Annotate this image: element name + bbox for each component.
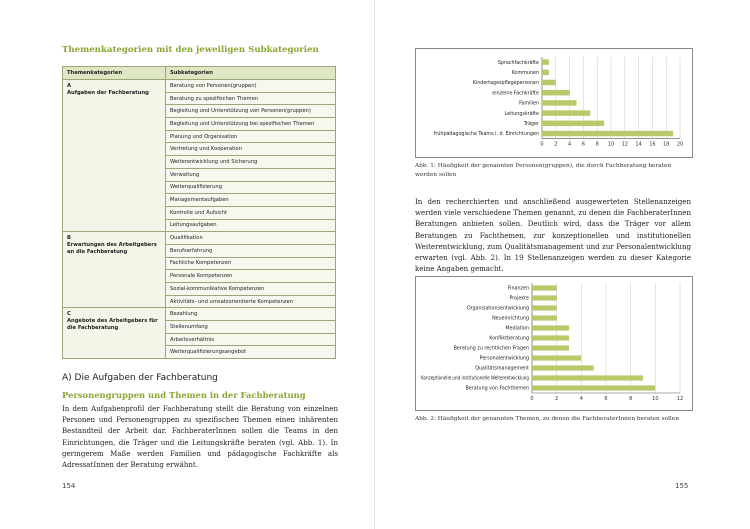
table-group-title: Aufgaben der Fachberatung [67,90,149,96]
table-subcategory-cell: Sozial-kommunikative Kompetenzen [166,283,336,296]
table-subcategory-cell: Begleitung und Unterstützung von Personen(gruppen) [166,105,336,118]
table-subcategory-cell: Stellenumfang [166,321,336,334]
chart-category-label: Neueinrichtung [492,316,529,322]
chart-category-label: frühpädagogische Teams i. d. Einrichtungen [433,132,539,138]
table-subcategory-cell: Weiterqualifizierung [166,181,336,194]
body-text-right: In den recherchierten und anschließend ausgewerteten Stellenanzeigen werden viele verschiedene Themen genannt, zu denen die FachberaterInnen Beratungen anbieten sollen. Deutlich wird, dass die Träger vor allem Beratungen zu Fachthemen, zur konzeptionellen und institutionellen Weiterentwicklung, zum Qualitätsmanagement und zur Personalentwicklung erwarten (vgl. Abb. 2). In 19 Stellenanzeigen werden zu dieser Kategorie keine Angaben gemacht. [415,197,691,274]
chart-category-label: Personalentwicklung [479,356,529,362]
chart-tick-label: 18 [663,141,670,148]
chart-tick-label: 20 [676,141,684,148]
chart-bar [532,315,557,320]
chart-bar [542,131,673,137]
subsection-heading: Personengruppen und Themen in der Fachberatung [62,390,306,400]
section-heading: A) Die Aufgaben der Fachberatung [62,373,218,383]
chart-bar [542,110,590,116]
chart-category-label: Beratung zu rechtlichen Fragen [453,346,529,352]
chart-bar [532,285,557,290]
chart-tick-label: 14 [635,141,642,148]
table-row [63,80,336,93]
chart-tick-label: 12 [676,396,684,402]
chart-persons [415,48,693,158]
chart-bar [532,365,594,370]
table-subcategory-cell: Weiterentwicklung und Sicherung [166,156,336,169]
chart-bar [542,80,556,86]
chart-category-label: Träger [523,122,539,127]
chart-tick-label: 10 [607,141,615,148]
chart-category-label: Konfliktberatung [489,336,529,342]
chart-tick-label: 0 [530,396,534,402]
chart-bar [532,325,569,330]
table-subcategory-cell: Qualifikation [166,232,336,245]
chart-bar [532,345,569,350]
table-row [63,308,336,321]
table-subcategory-cell: Verwaltung [166,168,336,181]
chart-tick-label: 6 [581,141,585,148]
chart-bar [542,70,549,76]
table-group-cell [63,232,166,308]
table-subcategory-cell: Fachliche Kompetenzen [166,257,336,270]
figure-caption-1: Abb. 1: Häufigkeit der genannten Personen(gruppen), die durch Fachberatung beraten werden sollen [415,163,672,178]
chart-category-label: Beratung von Fachthemen [465,386,529,392]
page-number-left: 154 [62,482,76,490]
chart-topics-svg [416,277,692,410]
category-table-body [63,80,336,359]
chart-topics [415,276,693,411]
chart-tick-label: 2 [554,141,558,148]
table-header-category: Themenkategorien [63,67,166,80]
table-subcategory-cell: Berufserfahrung [166,244,336,257]
body-text-left: In dem Aufgabenprofil der Fachberatung stellt die Beratung von einzelnen Personen und Personengruppen zu spezifischen Themen einen inhärenten Bestandteil der Arbeit dar. FachberaterInnen sollen die Teams in den Einrichtungen, die Träger und die Leitungskräfte beraten (vgl. Abb. 1). In geringerem Maße werden Familien und pädagogische Fachkräfte als AdressatInnen der Beratung erwähnt. [62,404,338,470]
table-subcategory-cell: Kontrolle und Aufsicht [166,206,336,219]
table-subcategory-cell: Bezahlung [166,308,336,321]
chart-tick-label: 10 [652,396,659,402]
page-number-right: 155 [675,482,689,490]
table-subcategory-cell: Vertretung und Kooperation [166,143,336,156]
chart-persons-svg [416,49,692,157]
table-header-row [63,67,336,80]
chart-bar [532,355,581,360]
table-subcategory-cell: Personale Kompetenzen [166,270,336,283]
table-subcategory-cell: Beratung von Personen(gruppen) [166,80,336,93]
chart-tick-label: 0 [540,141,544,148]
chart-category-label: Projekte [509,296,529,302]
table-group-cell [63,308,166,359]
table-subcategory-cell: Planung und Organisation [166,130,336,143]
category-table [62,66,336,359]
right-page [375,0,750,529]
chart-bar [542,121,604,127]
chart-tick-label: 4 [579,396,583,402]
table-header-subcategory: Subkategorien [166,67,336,80]
table-subcategory-cell: Managementaufgaben [166,194,336,207]
chart-category-label: Familien [519,101,539,107]
chart-tick-label: 16 [649,141,656,148]
chart-bar [532,335,569,340]
chart-category-label: einzelne Fachkräfte [492,91,539,97]
table-group-cell [63,80,166,232]
chart-tick-label: 8 [595,141,599,148]
figure-caption-2: Abb. 2: Häufigkeit der genannten Themen, zu denen die FachberaterInnen beraten sollen [415,416,679,422]
chart-tick-label: 4 [568,141,572,148]
table-group-letter: C [67,311,71,318]
chart-category-label: Kindertagespflegepersonen [472,81,539,87]
table-subcategory-cell: Begleitung und Unterstützung bei spezifischen Themen [166,118,336,131]
chart-tick-label: 2 [555,396,559,402]
chart-bar [532,385,655,390]
chart-category-label: Konzeptionelle und institutionelle Weiterentwicklung [421,376,548,382]
chart-tick-label: 12 [621,141,628,148]
chart-bar [532,295,557,300]
table-group-title: Erwartungen des Arbeitgebers an die Fachberatung [67,242,157,256]
chart-bar [542,100,577,106]
chart-category-label: Finanzen [507,286,529,292]
table-group-title: Angebote des Arbeitgebers für die Fachberatung [67,318,158,332]
table-group-letter: B [67,235,71,242]
chart-category-label: Organisationsentwicklung [466,306,529,312]
chart-bar [532,375,643,380]
table-group-letter: A [67,83,72,89]
table-subcategory-cell: Arbeitsverhältnis [166,333,336,346]
chart-bar [542,59,549,65]
table-subcategory-cell: Leitungsaufgaben [166,219,336,232]
chart-category-label: Mediation [505,326,529,332]
chart-category-label: Sprachfachkräfte [497,60,539,66]
chart-tick-label: 6 [604,396,608,402]
table-row [63,232,336,245]
chart-tick-label: 8 [629,396,633,402]
table-subcategory-cell: Aktivitäts- und umsatzorientierte Kompetenzen [166,295,336,308]
chart-bar [532,305,557,310]
chart-category-label: Leitungskräfte [504,111,539,117]
chart-category-label: Kommunen [511,71,539,76]
section-title: Themenkategorien mit den jeweiligen Subkategorien [62,45,319,55]
chart-bar [542,90,570,96]
chart-category-label: Qualitätsmanagement [475,366,529,372]
table-subcategory-cell: Weiterqualifizierungsangebot [166,346,336,359]
table-subcategory-cell: Beratung zu spezifischen Themen [166,92,336,105]
